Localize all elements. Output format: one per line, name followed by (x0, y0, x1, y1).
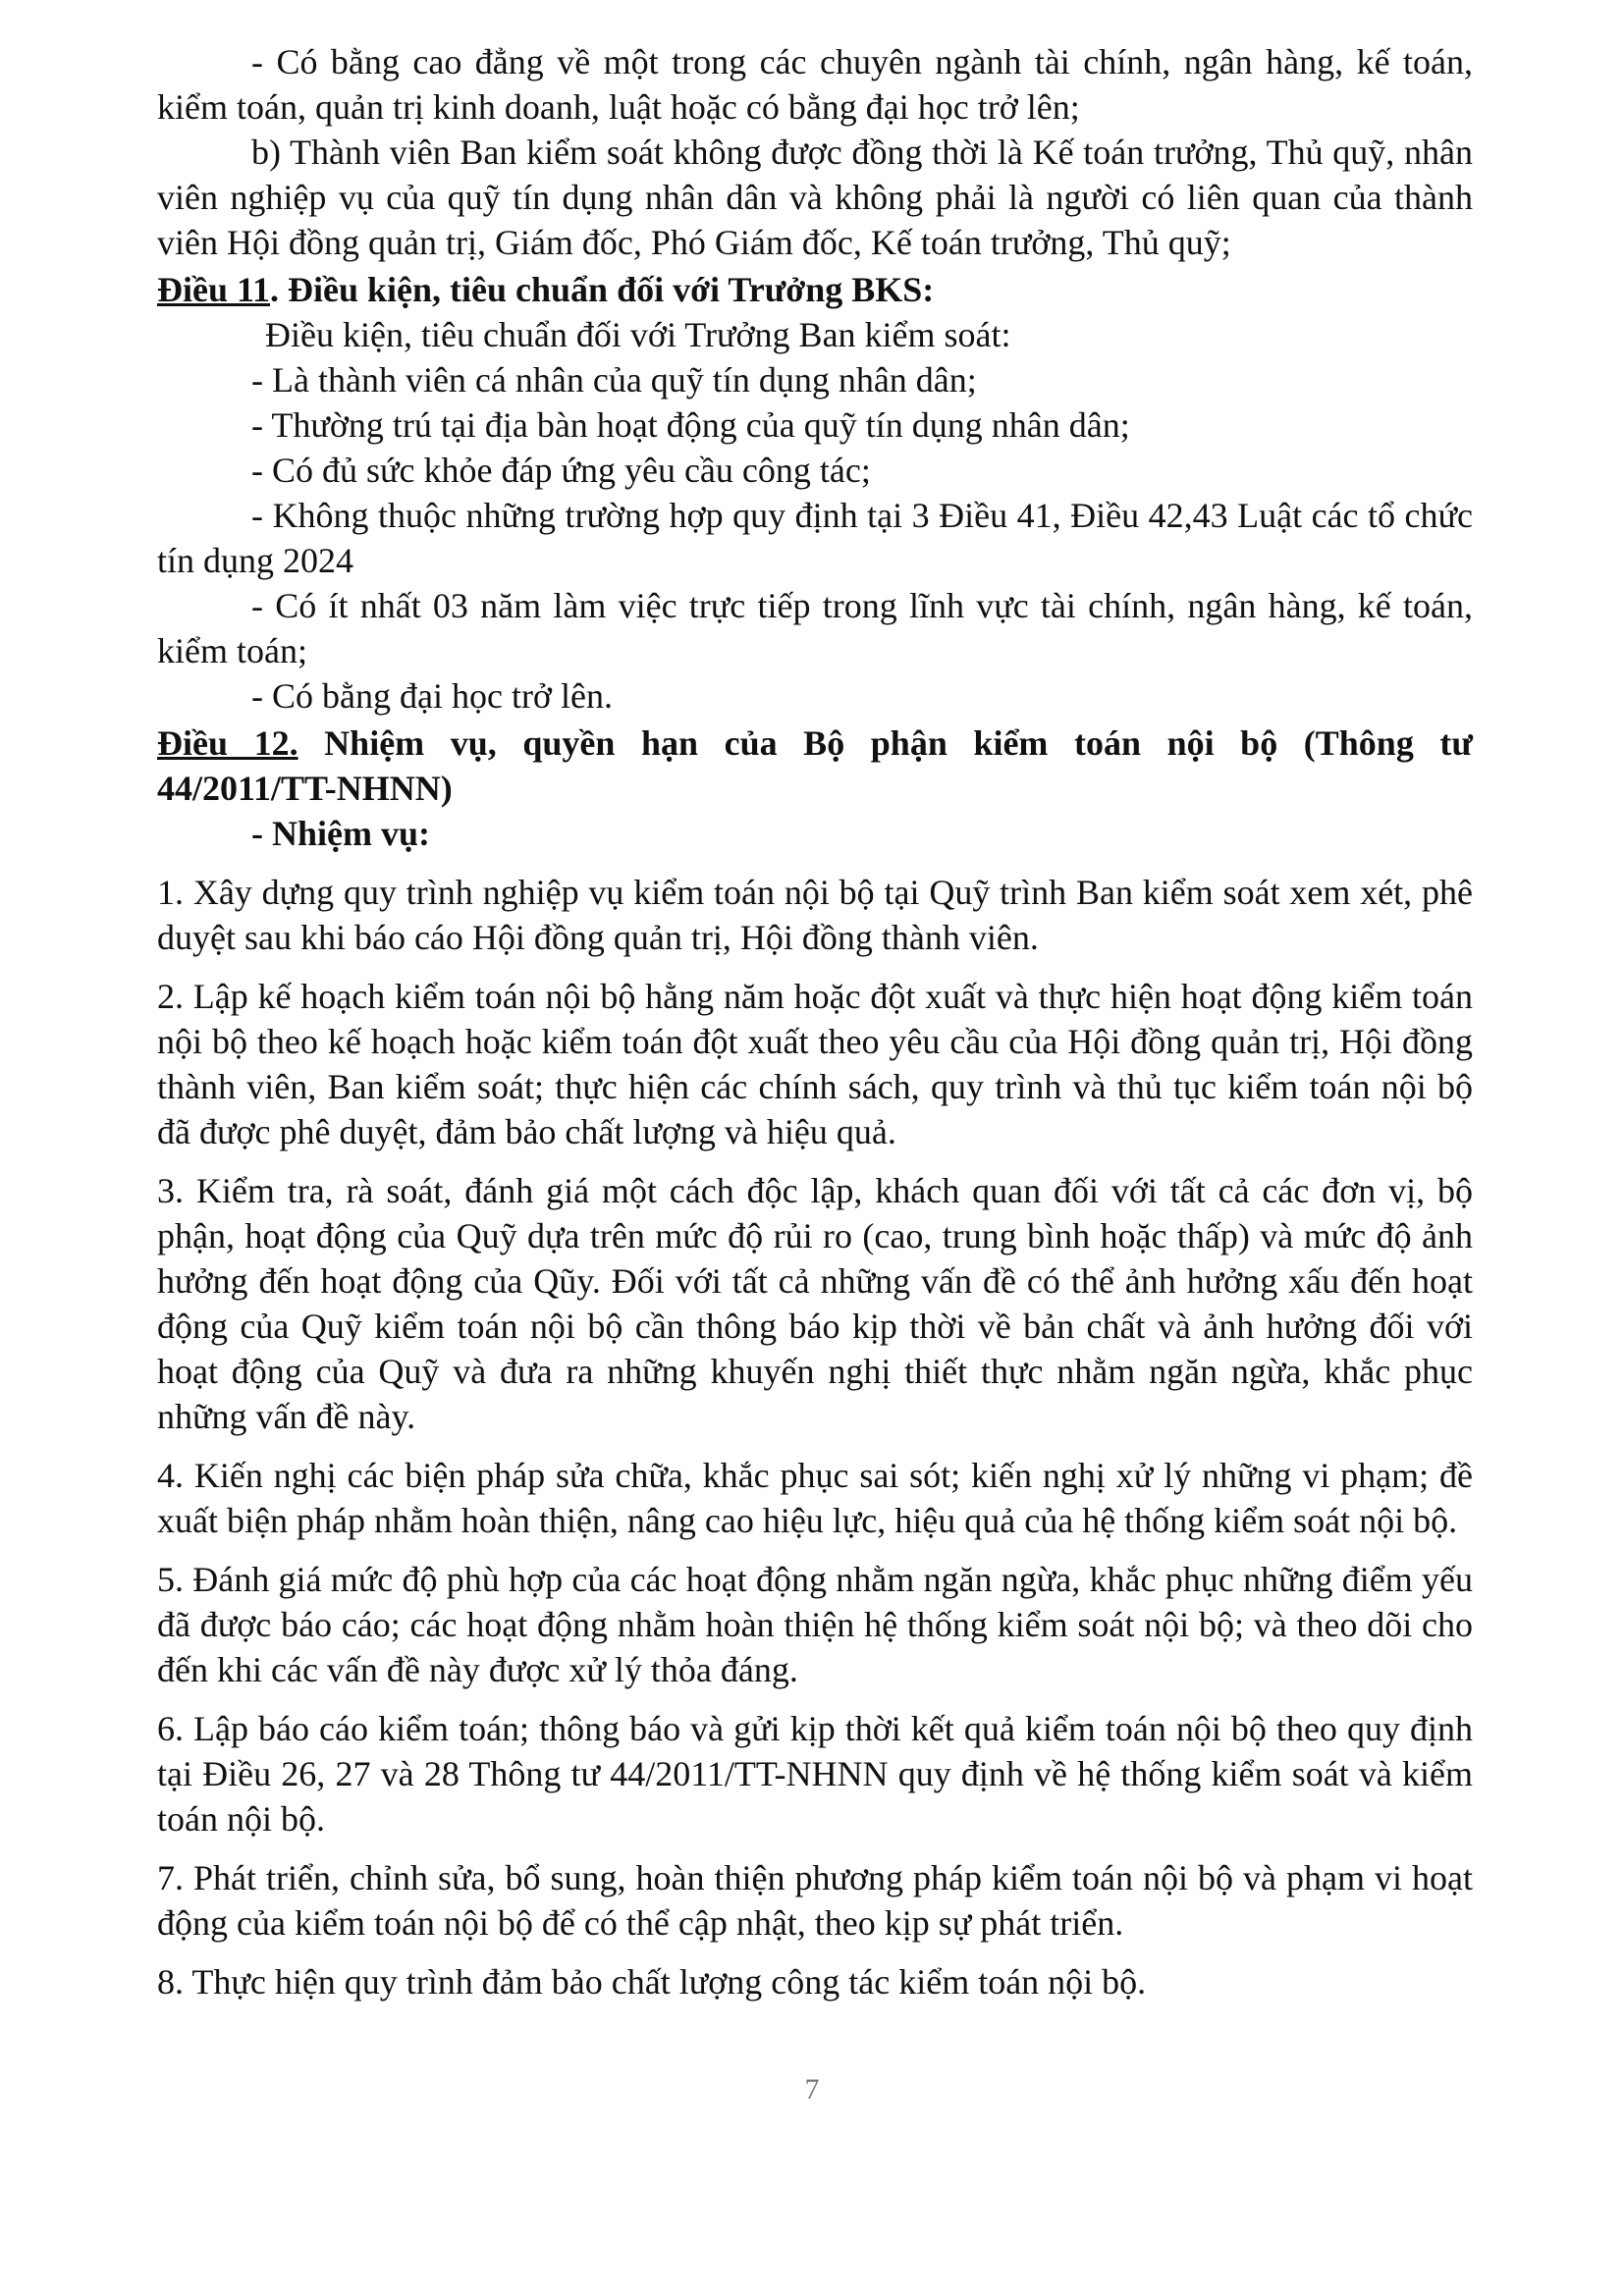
article-11-item: - Có bằng đại học trở lên. (251, 676, 613, 716)
article-11-item: - Có đủ sức khỏe đáp ứng yêu cầu công tác; (251, 451, 871, 490)
duty-item: 1. Xây dựng quy trình nghiệp vụ kiểm toán nội bộ tại Quỹ trình Ban kiểm soát xem xét, phê duyệt sau khi báo cáo Hội đồng quản trị, Hội đồng thành viên. (157, 873, 1473, 957)
article-12-number: Điều 12. (157, 723, 298, 763)
page-number: 7 (804, 2073, 820, 2106)
duty-item: 5. Đánh giá mức độ phù hợp của các hoạt động nhằm ngăn ngừa, khắc phục những điểm yếu đã được báo cáo; các hoạt động nhằm hoàn thiện hệ thống kiểm soát nội bộ; và theo dõi cho đến khi các vấn đề này được xử lý thỏa đáng. (157, 1560, 1473, 1689)
article-11-item: - Không thuộc những trường hợp quy định tại 3 Điều 41, Điều 42,43 Luật các tổ chức tín dụng 2024 (157, 496, 1473, 580)
article-11-item: - Có ít nhất 03 năm làm việc trực tiếp trong lĩnh vực tài chính, ngân hàng, kế toán, kiểm toán; (157, 586, 1473, 670)
article-11-intro: Điều kiện, tiêu chuẩn đối với Trưởng Ban kiểm soát: (265, 315, 1011, 354)
duty-item: 8. Thực hiện quy trình đảm bảo chất lượng công tác kiểm toán nội bộ. (157, 1962, 1147, 2002)
duty-item: 2. Lập kế hoạch kiểm toán nội bộ hằng năm hoặc đột xuất và thực hiện hoạt động kiểm toán nội bộ theo kế hoạch hoặc kiểm toán đột xuất theo yêu cầu của Hội đồng quản trị, Hội đồng thành viên, Ban kiểm soát; thực hiện các chính sách, quy trình và thủ tục kiểm toán nội bộ đã được phê duyệt, đảm bảo chất lượng và hiệu quả. (157, 977, 1473, 1151)
paragraph-degree-requirement: - Có bằng cao đẳng về một trong các chuyên ngành tài chính, ngân hàng, kế toán, kiểm toán, quản trị kinh doanh, luật hoặc có bằng đại học trở lên; (157, 42, 1473, 127)
article-12-subheading: - Nhiệm vụ: (251, 814, 430, 853)
duty-item: 4. Kiến nghị các biện pháp sửa chữa, khắc phục sai sót; kiến nghị xử lý những vi phạm; đề xuất biện pháp nhằm hoàn thiện, nâng cao hiệu lực, hiệu quả của hệ thống kiểm soát nội bộ. (157, 1456, 1473, 1540)
article-12-heading (157, 721, 1473, 811)
article-11-heading (157, 267, 1473, 312)
article-11-item: - Là thành viên cá nhân của quỹ tín dụng nhân dân; (251, 360, 977, 400)
article-12-title: Nhiệm vụ, quyền hạn của Bộ phận kiểm toán nội bộ (Thông tư 44/2011/TT-NHNN) (157, 723, 1474, 808)
article-11-item: - Thường trú tại địa bàn hoạt động của quỹ tín dụng nhân dân; (251, 405, 1130, 445)
paragraph-supervisory-board-restriction: b) Thành viên Ban kiểm soát không được đồng thời là Kế toán trưởng, Thủ quỹ, nhân viên nghiệp vụ của quỹ tín dụng nhân dân và không phải là người có liên quan của thành viên Hội đồng quản trị, Giám đốc, Phó Giám đốc, Kế toán trưởng, Thủ quỹ; (157, 133, 1473, 262)
duty-item: 6. Lập báo cáo kiểm toán; thông báo và gửi kịp thời kết quả kiểm toán nội bộ theo quy định tại Điều 26, 27 và 28 Thông tư 44/2011/TT-NHNN quy định về hệ thống kiểm soát và kiểm toán nội bộ. (157, 1709, 1473, 1839)
duty-item: 7. Phát triển, chỉnh sửa, bổ sung, hoàn thiện phương pháp kiểm toán nội bộ và phạm vi hoạt động của kiểm toán nội bộ để có thể cập nhật, theo kịp sự phát triển. (157, 1858, 1473, 1943)
duty-item: 3. Kiểm tra, rà soát, đánh giá một cách độc lập, khách quan đối với tất cả các đơn vị, bộ phận, hoạt động của Quỹ dựa trên mức độ rủi ro (cao, trung bình hoặc thấp) và mức độ ảnh hưởng đến hoạt động của Qũy. Đối với tất cả những vấn đề có thể ảnh hưởng xấu đến hoạt động của Quỹ kiểm toán nội bộ cần thông báo kịp thời về bản chất và ảnh hưởng đối với hoạt động của Quỹ và đưa ra những khuyến nghị thiết thực nhằm ngăn ngừa, khắc phục những vấn đề này. (157, 1171, 1473, 1436)
page-content (157, 39, 1473, 2018)
article-11-title: . Điều kiện, tiêu chuẩn đối với Trưởng BKS: (270, 270, 935, 309)
article-11-number: Điều 11 (157, 270, 271, 309)
